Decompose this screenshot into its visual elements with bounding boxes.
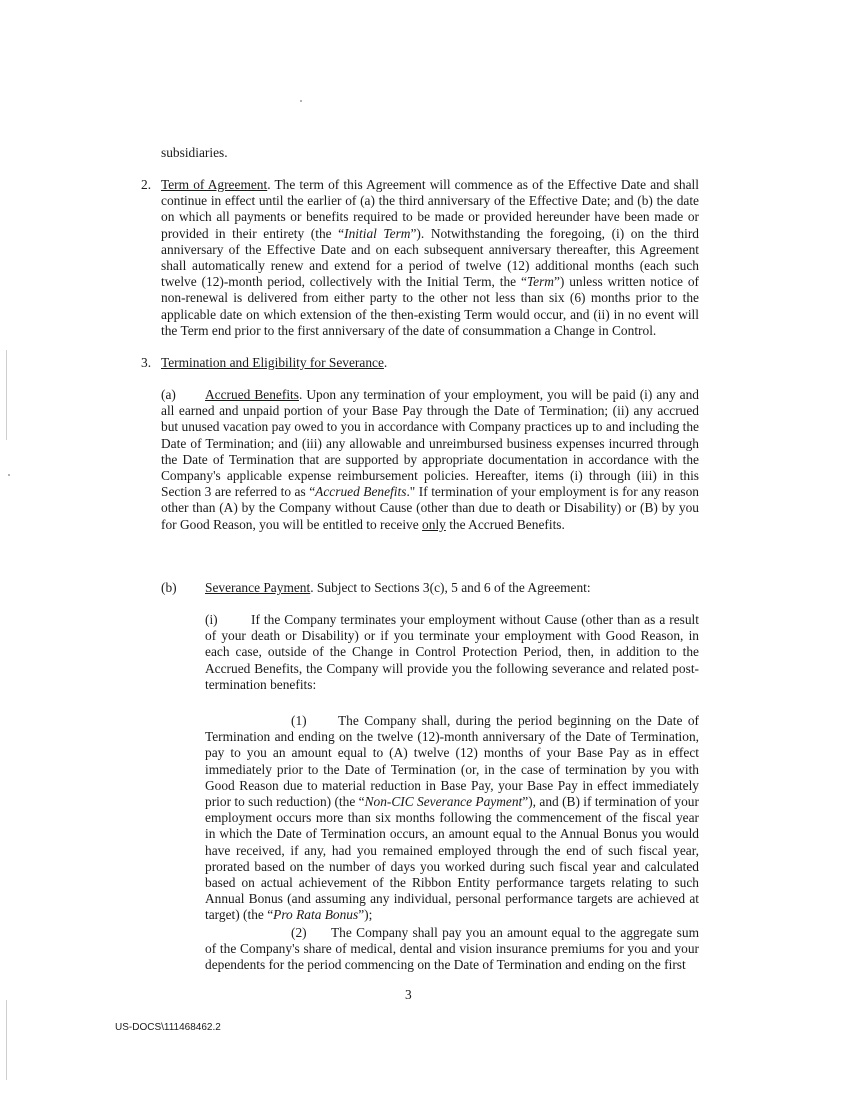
subsection-1-label: (1) [291, 713, 307, 728]
section-3a-paragraph: (a) Accrued Benefits. Upon any termination of your employment, you will be paid (i) any and all earned and unpaid portion of your Base Pay through the Date of Termination; (ii) any accrued but unused vacation pay owed to you in accordance with Company practices up to and including the Date of Termination; and (iii) any allowable and unreimbursed business expenses incurred through the Date of Termination that are supported by appropriate documentation in accordance with the Company's applicable expense reimbursement policies. Hereafter, items (i) through (iii) in this Section 3 are referred to as “Accrued Benefits." If termination of your employment is for any reason other than (A) by the Company without Cause (other than due to death or Disability) or (B) by you for Good Reason, you will be entitled to receive only the Accrued Benefits. [161, 387, 700, 532]
subsection-2-label: (2) [291, 925, 307, 940]
scan-speck [8, 474, 10, 476]
section-3b-line: Severance Payment. Subject to Sections 3(c), 5 and 6 of the Agreement: [205, 580, 591, 595]
scan-margin-line [6, 350, 7, 440]
section-3b-i-paragraph: (i) If the Company terminates your employment without Cause (other than as a result of your death or Disability) or if you terminate your employment with Good Reason, in each case, outside of the Change in Control Protection Period, then, in addition to the Accrued Benefits, the Company will provide you the following severance and related post-termination benefits: [205, 612, 699, 692]
section-3-heading: Termination and Eligibility for Severance [161, 355, 384, 370]
section-3-heading-line: Termination and Eligibility for Severance. [161, 355, 388, 370]
defined-term: Initial Term [344, 225, 411, 241]
subsection-2-paragraph: (2) The Company shall pay you an amount equal to the aggregate sum of the Company's share of medical, dental and vision insurance premiums for you and your dependents for the period commencing on the Date of Termination and ending on the first [205, 925, 699, 973]
section-2-heading: Term of Agreement [161, 177, 268, 192]
defined-term: Pro Rata Bonus [273, 907, 359, 923]
subsection-1-paragraph: (1) The Company shall, during the period beginning on the Date of Termination and ending on the twelve (12)-month anniversary of the Date of Termination, pay to you an amount equal to (A) twelve (12) months of your Base Pay as in effect immediately prior to the Date of Termination (or, in the case of termination by you with Good Reason due to material reduction in Base Pay, your Base Pay in effect immediately prior to such reduction) (the “Non-CIC Severance Payment”), and (B) if termination of your employment occurs more than six months following the commencement of the fiscal year in which the Date of Termination occurs, an amount equal to the Annual Bonus you would have received, if any, had you remained employed through the end of such fiscal year, prorated based on the number of days you worked during such fiscal year and calculated based on actual achievement of the Ribbon Entity performance targets relating to such Annual Bonus (and assuming any individual, personal performance targets are achieved at target) (the “Pro Rata Bonus”); [205, 713, 699, 923]
section-3b-i-label: (i) [205, 612, 218, 627]
section-3a-label: (a) [161, 387, 176, 402]
defined-term: Term [526, 274, 554, 290]
document-id: US-DOCS\111468462.2 [115, 1022, 221, 1033]
section-3a-heading: Accrued Benefits [205, 387, 299, 402]
scan-margin-line [6, 1000, 7, 1080]
defined-term: Non-CIC Severance Payment [364, 794, 523, 810]
scan-speck [300, 100, 302, 102]
defined-term: Accrued Benefits [315, 484, 407, 500]
section-2-number: 2. [141, 177, 152, 192]
section-2-paragraph: Term of Agreement. The term of this Agreement will commence as of the Effective Date and shall continue in effect until the earlier of (a) the third anniversary of the Effective Date; and (b) the date on which all payments or benefits required to be made or provided hereunder have been made or provided in their entirety (the “Initial Term”). Notwithstanding the foregoing, (i) on the third anniversary of the Effective Date and on each subsequent anniversary thereafter, this Agreement shall automatically renew and extend for a period of twelve (12) additional months (each such twelve (12)-month period, collectively with the Initial Term, the “Term”) unless written notice of non-renewal is delivered from either party to the other not less than six (6) months prior to the applicable date on which extension of the then-existing Term would occur, and (ii) in no event will the Term end prior to the first anniversary of the date of consummation a Change in Control. [161, 177, 700, 338]
section-3-number: 3. [141, 355, 152, 370]
section-3b-heading: Severance Payment [205, 580, 311, 595]
continued-text: subsidiaries. [161, 145, 228, 160]
page-number: 3 [405, 987, 412, 1002]
section-3b-label: (b) [161, 580, 177, 595]
emphasis-only: only [422, 516, 446, 532]
